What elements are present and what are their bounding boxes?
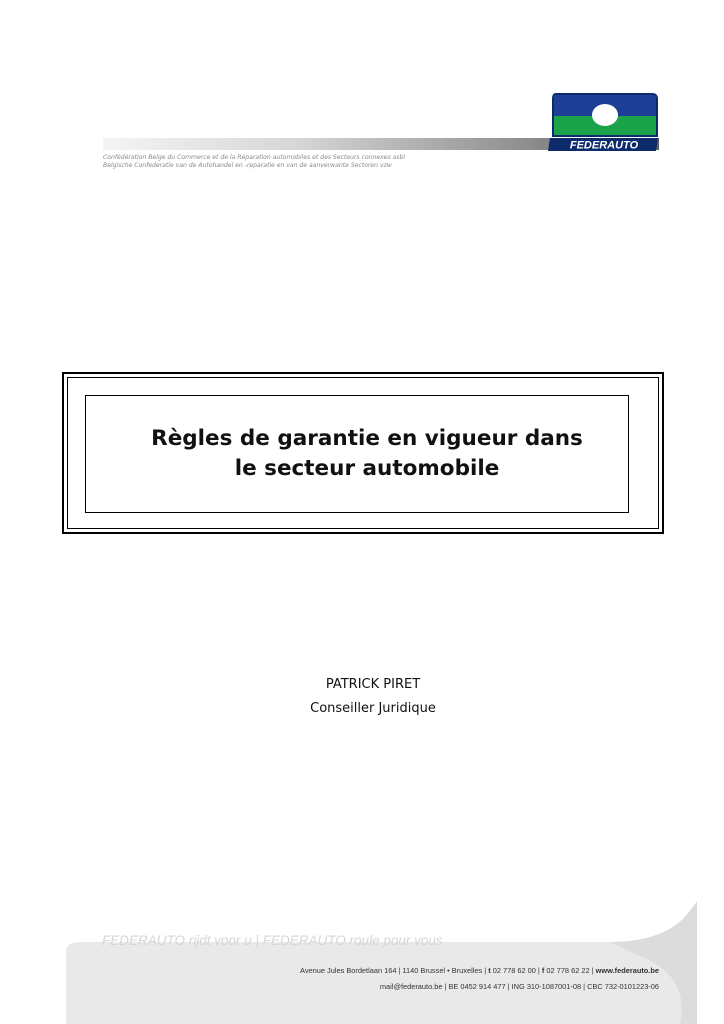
footer-slogan: FEDERAUTO rijdt voor u | FEDERAUTO roule pour vous	[102, 933, 443, 948]
footer-website[interactable]: www.federauto.be	[595, 966, 659, 975]
document-title	[131, 424, 583, 484]
footer-background	[0, 896, 724, 1024]
footer-phone: 02 778 62 00 |	[490, 966, 542, 975]
title-line-1: Règles de garantie en vigueur dans	[151, 426, 583, 451]
author-name: PATRICK PIRET	[325, 677, 421, 692]
footer-address: Avenue Jules Bordetlaan 164 | 1140 Brussel • Bruxelles |	[300, 966, 489, 975]
author-role: Conseiller Juridique	[310, 701, 436, 716]
logo-text: FEDERAUTO	[569, 139, 639, 152]
footer-fax: 02 778 62 22 |	[544, 966, 596, 975]
federauto-logo	[548, 90, 660, 152]
title-box	[85, 395, 629, 513]
org-name-fr: Confédération Belge du Commerce et de la Réparation automobiles et des Secteurs connexes asbl	[103, 154, 405, 161]
title-line-2: le secteur automobile	[234, 456, 500, 481]
footer-registration-line: mail@federauto.be | BE 0452 914 477 | ING 310-1087001-08 | CBC 732-0101223-06	[379, 982, 659, 991]
footer-fax-prefix: f	[541, 966, 545, 975]
footer-address-line	[300, 966, 659, 975]
footer-phone-prefix: t	[488, 966, 491, 975]
org-name-nl: Belgische Confederatie van de Autohandel en -reparatie en van de aanverwante Sectoren vzw	[103, 162, 392, 169]
